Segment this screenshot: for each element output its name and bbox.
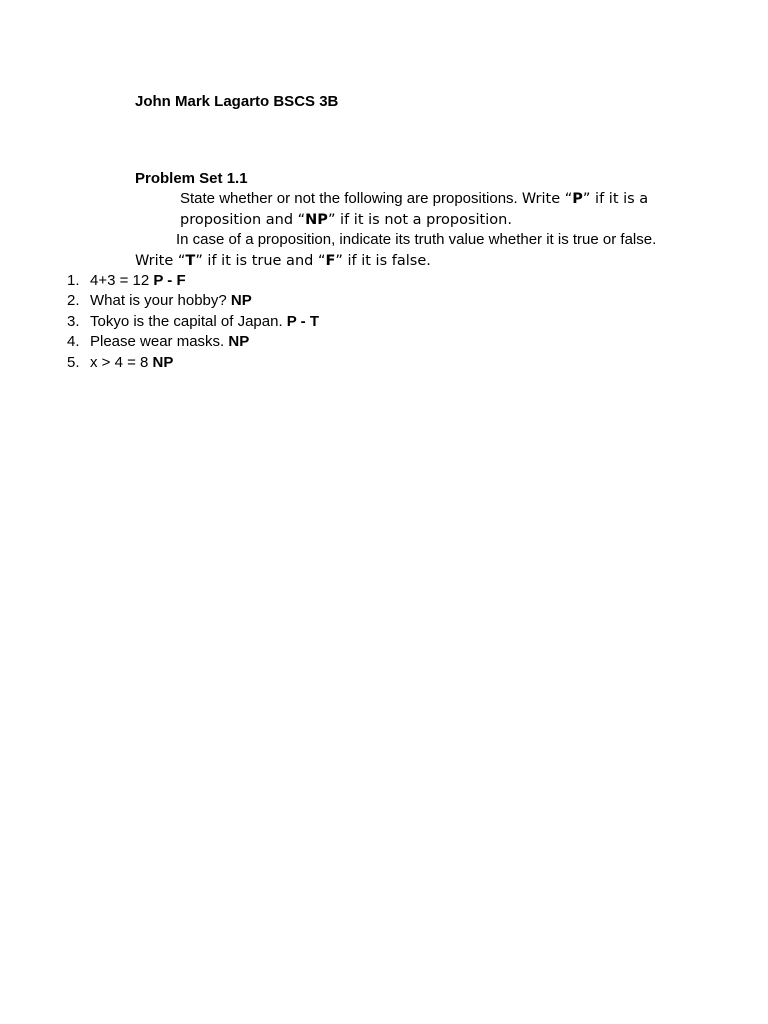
list-number: 3.	[67, 312, 80, 330]
list-number: 2.	[67, 292, 80, 310]
instruction-text: ” if it is true and “	[195, 253, 326, 269]
instruction-text: ” if it is not a proposition.	[327, 212, 512, 228]
item-text: Please wear masks.	[90, 333, 229, 351]
list-number: 1.	[67, 272, 80, 289]
instruction-line-1	[180, 189, 648, 209]
instruction-text: proposition and “	[180, 212, 306, 228]
item-text: Tokyo is the capital of Japan.	[90, 312, 287, 330]
item-text: 4+3 = 12	[90, 272, 154, 289]
instruction-line-2	[180, 210, 512, 230]
item-answer: P - T	[286, 312, 320, 330]
item-answer: NP	[228, 333, 250, 351]
list-number: 5.	[67, 353, 80, 371]
instruction-text: ” if it is a	[582, 191, 649, 207]
item-answer: NP	[230, 292, 252, 310]
instruction-line-4	[135, 251, 431, 271]
item-answer: NP	[152, 353, 174, 371]
item-answer: P - F	[153, 272, 186, 289]
instruction-text: Write “	[521, 191, 573, 207]
item-text: What is your hobby?	[90, 292, 231, 310]
instruction-emphasis: P	[572, 191, 583, 207]
list-number: 4.	[67, 333, 80, 351]
instruction-emphasis: T	[185, 253, 196, 269]
instruction-text: In case of a proposition, indicate its truth value whether it is true or false.	[176, 231, 657, 248]
instruction-emphasis: NP	[305, 212, 328, 228]
author-line: John Mark Lagarto BSCS 3B	[135, 93, 339, 110]
instruction-text: State whether or not the following are propositions.	[180, 190, 522, 207]
instruction-text: Write “	[135, 253, 186, 269]
problem-set-title: Problem Set 1.1	[135, 170, 248, 187]
instruction-line-3	[176, 230, 656, 250]
item-text: x > 4 = 8	[90, 353, 153, 371]
instruction-text: ” if it is false.	[335, 253, 431, 269]
instruction-emphasis: F	[325, 253, 336, 269]
